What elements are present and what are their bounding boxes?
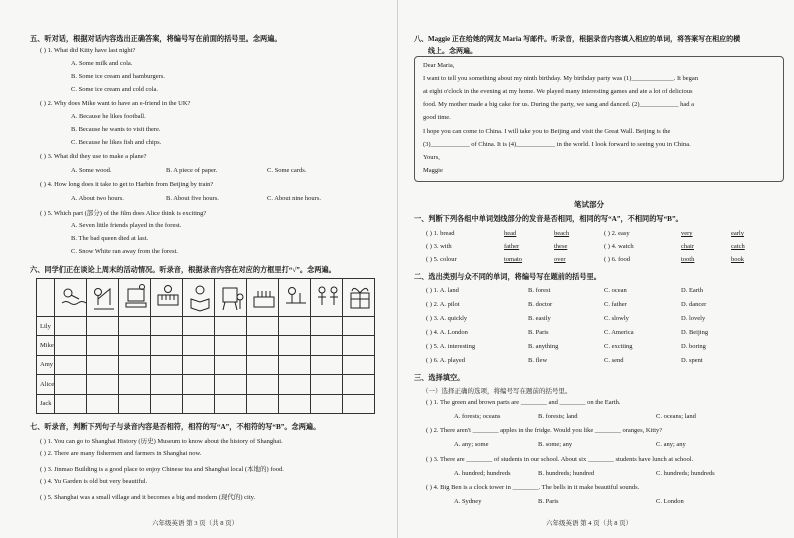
s1-q1-w3: beach	[554, 230, 570, 237]
eating-icon	[282, 283, 310, 313]
s5-q1-a: A. Some milk and cola.	[71, 60, 133, 67]
s7-item-5: ( ) 5. Shanghai was a small village and it becomes a big and modern (现代的) city.	[40, 494, 256, 501]
s7-item-1: ( ) 1. You can go to Shanghai History (历史) Museum to know about the history of Shanghai.	[40, 438, 283, 445]
s2-q6-d: D. spent	[681, 357, 703, 364]
written-s1-title: 一、判断下列各组中单词划线部分的发音是否相同，相同的写“A”，不相同的写“B”。	[414, 215, 683, 223]
letter-line-4: good time.	[423, 114, 451, 121]
row-name-amy: Amy	[37, 355, 55, 374]
s1-q4-w2: chair	[681, 243, 694, 250]
s5-q3-c: C. Some cards.	[267, 167, 307, 174]
s5-q4-b: B. About five hours.	[166, 195, 219, 202]
s1-q1-w2: head	[504, 230, 517, 237]
s2-q3-c: C. slowly	[604, 315, 629, 322]
s2-q1: ( ) 1. A. land	[426, 287, 459, 294]
row-name-lily: Lily	[37, 317, 55, 336]
row-name-mike: Mike	[37, 336, 55, 355]
s5-q5-a: A. Seven little friends played in the forest.	[71, 222, 182, 229]
s5-q2-b: B. Because he wants to visit there.	[71, 126, 161, 133]
s1-q2: ( ) 2. easy	[604, 230, 630, 237]
s3-q1: ( ) 1. The green and brown parts are ________ and ________ on the Earth.	[426, 399, 621, 406]
s2-q3-d: D. lovely	[681, 315, 706, 322]
section-8-title-cont: 线上。念两遍。	[428, 47, 477, 55]
activity-check-table	[36, 278, 375, 414]
s5-q3-a: A. Some wood.	[71, 167, 112, 174]
s2-q1-b: B. forest	[528, 287, 551, 294]
s2-q4-c: C. America	[604, 329, 634, 336]
s7-item-2: ( ) 2. There are many fishermen and farmers in Shanghai now.	[40, 450, 202, 457]
s3-q1-a: A. forests; oceans	[454, 413, 501, 420]
s2-q4: ( ) 4. A. London	[426, 329, 468, 336]
written-s2-title: 二、选出类别与众不同的单词，将编号写在题前的括号里。	[414, 273, 601, 281]
s7-item-4: ( ) 4. Yu Garden is old but very beautiful.	[40, 478, 148, 485]
s1-q5-w2: tomato	[504, 256, 523, 263]
s3-q3-a: A. hundred; hundreds	[454, 470, 511, 477]
s3-q3-c: C. hundreds; hundreds	[656, 470, 715, 477]
page-4-footer: 六年级英语 第 4 页（共 8 页）	[546, 520, 633, 527]
s2-q3: ( ) 3. A. quickly	[426, 315, 468, 322]
computer-icon	[122, 283, 150, 313]
s5-q1-b: B. Some ice cream and hamburgers.	[71, 73, 165, 80]
s2-q5-c: C. exciting	[604, 343, 633, 350]
s1-q2-w3: early	[731, 230, 744, 237]
letter-signature: Maggie	[423, 167, 443, 174]
s2-q6-b: B. flew	[528, 357, 548, 364]
s5-q2-a: A. Because he likes football.	[71, 113, 146, 120]
s2-q2-d: D. dancer	[681, 301, 707, 308]
letter-line-5: I hope you can come to China. I will take you to Beijing and visit the Great Wall. Beijing is the	[423, 128, 671, 135]
s3-q1-c: C. oceans; land	[656, 413, 696, 420]
letter-line-6: (3)____________ of China. It is (4)____________ in the world. I look forward to seeing you in China.	[423, 141, 691, 148]
s1-q6: ( ) 6. food	[604, 256, 630, 263]
s5-q5: ( ) 5. Which part (部分) of the film does Alice think is exciting?	[40, 210, 207, 217]
s1-q4: ( ) 4. watch	[604, 243, 634, 250]
swimming-icon	[58, 283, 86, 313]
s5-q4-c: C. About nine hours.	[267, 195, 321, 202]
email-letter-box	[414, 56, 784, 182]
fishing-icon	[90, 283, 118, 313]
s1-q3-w3: these	[554, 243, 568, 250]
s5-q4-a: A. About two hours.	[71, 195, 124, 202]
s5-q2: ( ) 2. Why does Mike want to have an e-friend in the UK?	[40, 100, 191, 107]
letter-line-2: at eight o'clock in the evening at my home. We played many interesting games and ate a lot of delicious	[423, 88, 693, 95]
letter-line-1: I want to tell you something about my ninth birthday. My birthday party was (1)_____________. It began	[423, 75, 699, 82]
s2-q4-d: D. Beijing	[681, 329, 709, 336]
reading-icon	[186, 283, 214, 313]
s3-q2-a: A. any; some	[454, 441, 489, 448]
s3-q3-b: B. hundreds; hundred	[538, 470, 595, 477]
s5-q1: ( ) 1. What did Kitty have last night?	[40, 47, 136, 54]
s5-q4: ( ) 4. How long does it take to get to Harbin from Beijing by train?	[40, 181, 214, 188]
s1-q1: ( ) 1. bread	[426, 230, 455, 237]
s5-q5-b: B. The bad queen died at last.	[71, 235, 149, 242]
s2-q3-b: B. easily	[528, 315, 551, 322]
s2-q6-c: C. send	[604, 357, 624, 364]
s2-q4-b: B. Paris	[528, 329, 549, 336]
letter-greeting: Dear Maria,	[423, 62, 455, 69]
s3-q4-a: A. Sydney	[454, 498, 482, 505]
s1-q6-w2: tooth	[681, 256, 695, 263]
written-s3-title: 三、选择填空。	[414, 374, 465, 382]
s3-q1-b: B. forests; land	[538, 413, 578, 420]
written-s3-subtitle: （一）选择正确的选项，将编号写在题前的括号里。	[422, 388, 572, 395]
table-corner-cell	[37, 279, 55, 317]
s2-q5-b: B. anything	[528, 343, 559, 350]
letter-closing: Yours,	[423, 154, 440, 161]
piano-icon	[154, 283, 182, 313]
s2-q1-d: D. Earth	[681, 287, 704, 294]
section-7-title: 七、听录音，判断下列句子与录音内容是否相符，相符的写“A”，不相符的写“B”。念两遍。	[30, 423, 321, 431]
s2-q5-d: D. boring	[681, 343, 706, 350]
s2-q2-c: C. father	[604, 301, 627, 308]
row-name-jack: Jack	[37, 394, 55, 413]
drawing-icon	[218, 283, 246, 313]
s3-q2-b: B. some; any	[538, 441, 573, 448]
s5-q1-c: C. Some ice cream and cold cola.	[71, 86, 158, 93]
s5-q3-b: B. A piece of paper.	[166, 167, 218, 174]
s2-q5: ( ) 5. A. interesting	[426, 343, 476, 350]
s3-q4: ( ) 4. Big Ben is a clock tower in ________. The bells in it make beautiful sounds.	[426, 484, 640, 491]
page-4	[397, 0, 794, 538]
gift-icon	[346, 283, 374, 313]
s1-q5: ( ) 5. colour	[426, 256, 457, 263]
s1-q3-w2: father	[504, 243, 520, 250]
s1-q5-w3: over	[554, 256, 566, 263]
s1-q6-w3: book	[731, 256, 744, 263]
s1-q3: ( ) 3. with	[426, 243, 452, 250]
birthday-cake-icon	[250, 283, 278, 313]
s3-q4-c: C. London	[656, 498, 684, 505]
s3-q2: ( ) 2. There aren't ________ apples in the fridge. Would you like ________ oranges, Kitty?	[426, 427, 663, 434]
s1-q4-w3: catch	[731, 243, 745, 250]
s5-q5-c: C. Snow White ran away from the forest.	[71, 248, 178, 255]
section-8-title: 八、Maggie 正在给她的网友 Maria 写邮件。听录音，根据录音内容填入相应的单词，将答案写在相应的横	[414, 35, 741, 43]
written-part-heading: 笔试部分	[574, 200, 604, 209]
s2-q2-b: B. doctor	[528, 301, 553, 308]
s2-q6: ( ) 6. A. played	[426, 357, 465, 364]
s2-q2: ( ) 2. A. pilot	[426, 301, 460, 308]
letter-line-3: food. My mother made a big cake for us. During the party, we sang and danced. (2)____________ had a	[423, 101, 695, 108]
s5-q3: ( ) 3. What did they use to make a plane?	[40, 153, 147, 160]
s3-q4-b: B. Paris	[538, 498, 559, 505]
s2-q1-c: C. ocean	[604, 287, 627, 294]
section-6-title: 六、同学们正在谈论上周末的活动情况。听录音，根据录音内容在对应的方框里打“√”。念两遍。	[30, 266, 336, 274]
family-icon	[314, 283, 342, 313]
page-3-footer: 六年级英语 第 3 页（共 8 页）	[152, 520, 239, 527]
s1-q2-w2: very	[681, 230, 693, 237]
s5-q2-c: C. Because he likes fish and chips.	[71, 139, 162, 146]
section-5-title: 五、听对话，根据对话内容选出正确答案，将编号写在前面的括号里。念两遍。	[30, 35, 282, 43]
s3-q2-c: C. any; any	[656, 441, 686, 448]
s7-item-3: ( ) 3. Jinmao Building is a good place to enjoy Chinese tea and Shanghai local (本地的) food.	[40, 466, 284, 473]
s3-q3: ( ) 3. There are ________ of students in our school. About six ________ students have lunch at school.	[426, 456, 694, 463]
row-name-alice: Alice	[37, 375, 55, 394]
